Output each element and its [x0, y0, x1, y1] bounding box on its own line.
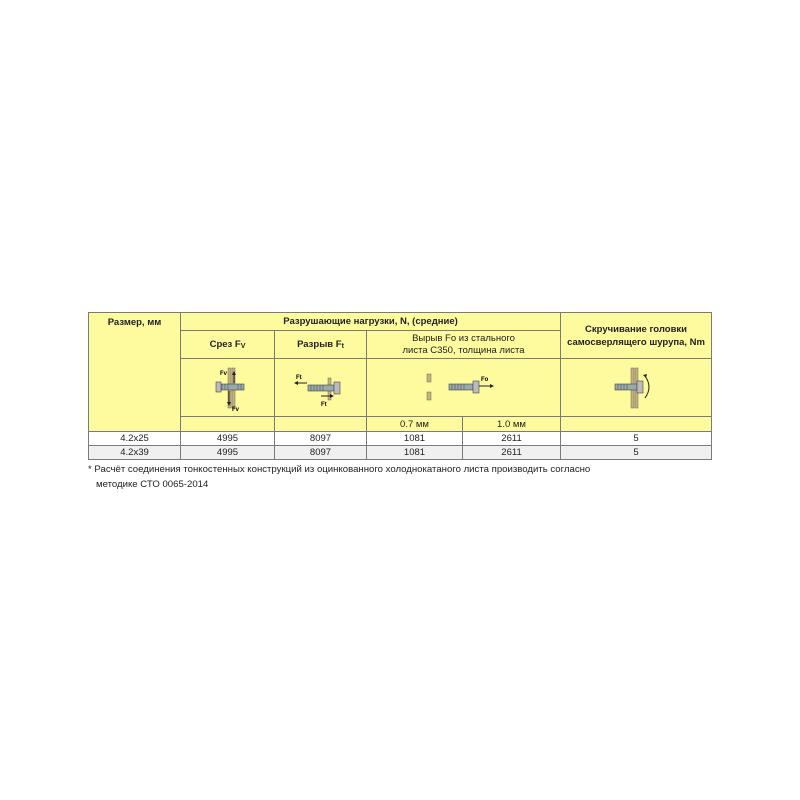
- cell-torque: 5: [561, 446, 712, 460]
- cell-pullout-10: 2611: [463, 432, 561, 446]
- tension-force-bottom-label: Ft: [320, 401, 327, 408]
- tension-header: [275, 331, 367, 359]
- tension-subscript: t: [341, 343, 344, 350]
- table-row: [89, 432, 712, 446]
- pullout-diagram-icon: [419, 362, 509, 414]
- cell-torque: 5: [561, 432, 712, 446]
- pullout-force-label: Fo: [480, 376, 488, 383]
- cell-pullout-07: 1081: [367, 446, 463, 460]
- pullout-header-line1: Вырыв Fo из стального: [412, 332, 515, 344]
- table-row: [89, 446, 712, 460]
- thickness-10-header: 1.0 мм: [463, 417, 561, 432]
- pullout-header-line2: листа С350, толщина листа: [402, 344, 525, 356]
- load-table: [88, 312, 712, 460]
- cell-shear: 4995: [181, 446, 275, 460]
- shear-subscript: V: [240, 343, 246, 350]
- tension-diagram-cell: [275, 359, 367, 417]
- shear-force-top-label: Fv: [219, 370, 227, 377]
- torque-diagram-icon: [601, 362, 671, 414]
- cell-tension: 8097: [275, 446, 367, 460]
- pullout-header: [367, 331, 561, 359]
- shear-force-bottom-label: Fv: [231, 406, 239, 413]
- cell-tension: 8097: [275, 432, 367, 446]
- footnote-line2: методике СТО 0065-2014: [96, 479, 209, 490]
- pullout-diagram-cell: [367, 359, 561, 417]
- thickness-07-header: 0.7 мм: [367, 417, 463, 432]
- shear-header: [181, 331, 275, 359]
- cell-size: 4.2x25: [89, 432, 181, 446]
- torque-diagram-cell: [561, 359, 712, 417]
- shear-label: Срез F: [209, 339, 241, 350]
- torque-header: Скручивание головки самосверлящего шурупа, Nm: [561, 313, 712, 359]
- shear-diagram-icon: [198, 362, 258, 414]
- tension-force-top-label: Ft: [295, 374, 302, 381]
- shear-diagram-cell: [181, 359, 275, 417]
- footnote: [88, 462, 708, 492]
- size-header: Размер, мм: [89, 313, 181, 432]
- cell-pullout-10: 2611: [463, 446, 561, 460]
- cell-pullout-07: 1081: [367, 432, 463, 446]
- tension-diagram-icon: [291, 362, 351, 414]
- cell-shear: 4995: [181, 432, 275, 446]
- loads-header: Разрушающие нагрузки, N, (средние): [181, 313, 561, 331]
- cell-size: 4.2x39: [89, 446, 181, 460]
- footnote-line1: * Расчёт соединения тонкостенных конструкций из оцинкованного холоднокатаного листа производить согласно: [88, 464, 591, 475]
- tension-label: Разрыв F: [297, 339, 342, 350]
